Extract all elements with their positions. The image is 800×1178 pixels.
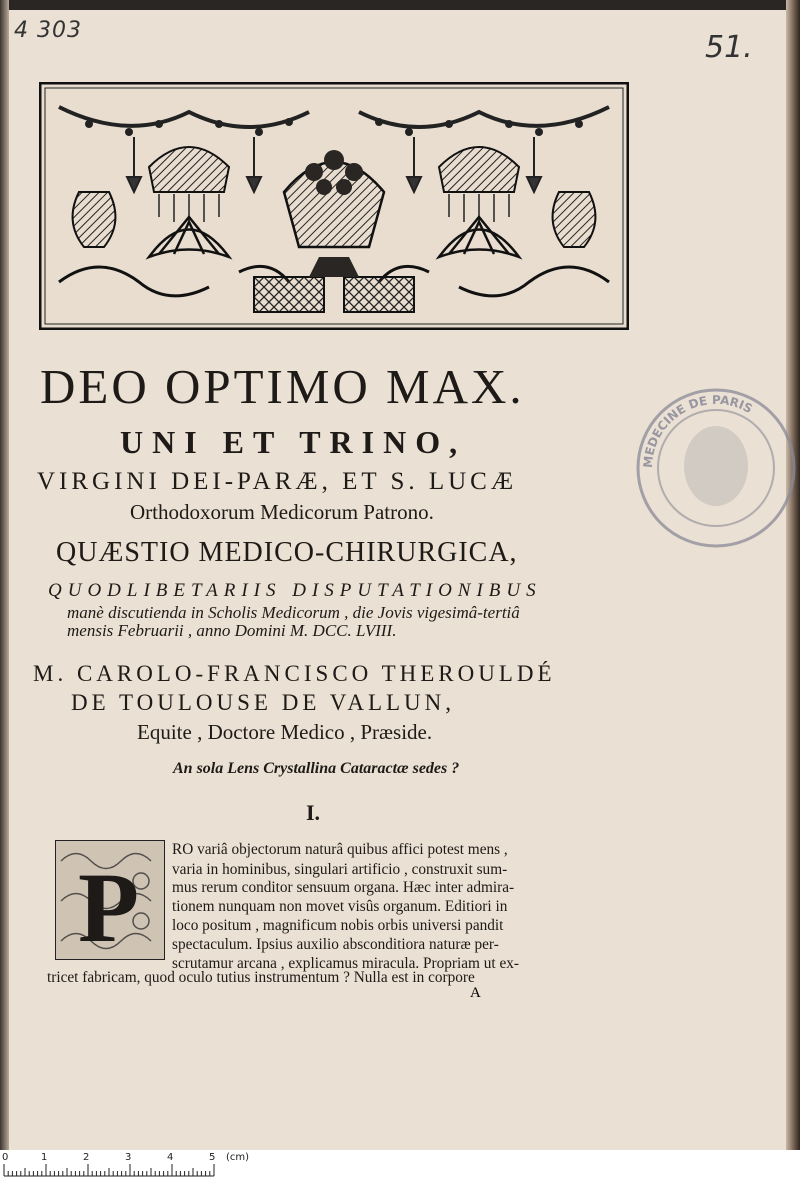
ornamental-headpiece: [39, 82, 629, 330]
body-line-6: spectaculum. Ipsius auxilio absconditiora naturæ per-: [172, 936, 499, 953]
ruler-label-3: 3: [125, 1152, 132, 1163]
body-line-5: loco positum , magnificum nobis orbis universi pandit: [172, 917, 504, 934]
dedication-line-1: DEO OPTIMO MAX.: [40, 359, 525, 414]
question-title: An sola Lens Crystallina Cataractæ sedes ?: [173, 760, 460, 777]
scan-left-edge: [0, 0, 9, 1150]
body-line-1: RO variâ objectorum naturâ quibus affici potest mens ,: [172, 841, 508, 858]
ruler-unit: (cm): [226, 1152, 250, 1163]
handwritten-folio-number: 51.: [705, 30, 753, 65]
book-binding-edge: [786, 0, 800, 1150]
body-line-4: tionem nunquam non movet visûs organum. Editiori in: [172, 898, 508, 915]
signature-mark: A: [470, 985, 481, 1001]
praeses-name-line-1: M. CAROLO-FRANCISCO THEROULDÉ: [33, 661, 556, 686]
ruler-label-2: 2: [83, 1152, 90, 1163]
quaestio-heading: QUÆSTIO MEDICO-CHIRURGICA,: [56, 537, 518, 568]
date-line-2: mensis Februarii , anno Domini M. DCC. LVIII.: [67, 621, 397, 640]
stamp-text: MEDECINE DE PARIS: [640, 392, 755, 469]
decorated-initial: [55, 840, 165, 960]
praeses-name-line-2: DE TOULOUSE DE VALLUN,: [71, 690, 456, 715]
dedication-line-3: VIRGINI DEI-PARÆ, ET S. LUCÆ: [37, 468, 518, 495]
library-stamp: [628, 358, 796, 558]
body-line-7: scrutamur arcana , explicamus miracula. Propriam ut ex-: [172, 955, 520, 972]
dedication-line-4: Orthodoxorum Medicorum Patrono.: [130, 500, 434, 524]
ruler-label-0: 0: [2, 1152, 9, 1163]
date-line-1: manè discutienda in Scholis Medicorum , die Jovis vigesimâ-tertiâ: [67, 603, 520, 622]
praeses-title-line: Equite , Doctore Medico , Præside.: [137, 720, 433, 744]
dedication-line-2: UNI ET TRINO,: [120, 424, 467, 460]
body-line-3: mus rerum conditor sensuum organa. Hæc inter admira-: [172, 879, 515, 896]
disputation-line: QUODLIBETARIIS DISPUTATIONIBUS: [48, 580, 542, 601]
ruler-label-1: 1: [41, 1152, 48, 1163]
body-line-2: varia in hominibus, singulari artificio , construxit sum-: [172, 861, 508, 878]
handwritten-shelfmark: 4 303: [14, 18, 82, 43]
section-number: I.: [306, 800, 321, 825]
ruler-label-4: 4: [167, 1152, 174, 1163]
ruler-label-5: 5: [209, 1152, 216, 1163]
scale-ruler: [0, 1150, 800, 1178]
dropcap-letter: P: [78, 852, 140, 960]
body-line-8: tricet fabricam, quod oculo tutius instrumentum ? Nulla est in corpore: [47, 969, 475, 986]
scan-top-edge: [0, 0, 800, 10]
